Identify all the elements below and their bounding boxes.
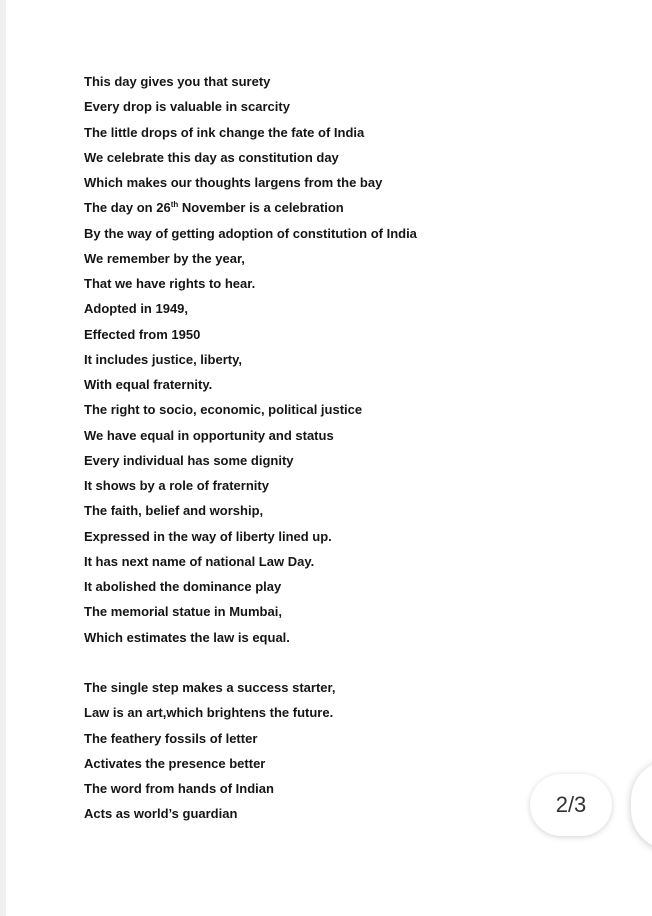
- poem-line: Acts as world’s guardian: [84, 806, 238, 822]
- poem-line: The faith, belief and worship,: [84, 503, 264, 519]
- poem-line: Expressed in the way of liberty lined up.: [84, 528, 332, 544]
- poem-line: We celebrate this day as constitution day: [84, 149, 339, 165]
- poem-line: By the way of getting adoption of constitution of India: [84, 225, 417, 241]
- page-indicator-text: 2/3: [555, 792, 587, 817]
- poem-line: The little drops of ink change the fate of India: [84, 124, 365, 140]
- poem-line-text: November is a celebration: [178, 200, 344, 216]
- poem-line: Law is an art,which brightens the future.: [84, 705, 334, 721]
- poem-line: Every drop is valuable in scarcity: [84, 99, 290, 115]
- page-indicator[interactable]: [530, 774, 612, 836]
- poem-line: The word from hands of Indian: [84, 781, 274, 796]
- poem-line: The memorial statue in Mumbai,: [84, 604, 282, 620]
- poem-text: [84, 69, 417, 827]
- poem-line: This day gives you that surety: [84, 74, 271, 89]
- poem-line: Every individual has some dignity: [84, 452, 294, 468]
- poem-line: Which estimates the law is equal.: [84, 629, 290, 645]
- poem-line: We remember by the year,: [84, 250, 245, 266]
- poem-line: Which makes our thoughts largens from the bay: [84, 175, 383, 190]
- poem-line: We have equal in opportunity and status: [84, 427, 334, 443]
- poem-line: Activates the presence better: [84, 755, 266, 771]
- poem-line: Adopted in 1949,: [84, 301, 189, 317]
- poem-line: That we have rights to hear.: [84, 276, 256, 291]
- poem-line: Effected from 1950: [84, 326, 201, 342]
- poem-line: It shows by a role of fraternity: [84, 478, 269, 493]
- poem-line: It includes justice, liberty,: [84, 351, 242, 367]
- poem-line-text: The day on 26: [84, 200, 171, 216]
- poem-line: The single step makes a success starter,: [84, 680, 336, 695]
- stanza-break: [84, 650, 417, 675]
- poem-line: The feathery fossils of letter: [84, 730, 258, 746]
- poem-line: With equal fraternity.: [84, 377, 213, 392]
- poem-line: [84, 195, 417, 220]
- ordinal-suffix: th: [170, 200, 179, 210]
- poem-line: It has next name of national Law Day.: [84, 553, 315, 569]
- poem-line: The right to socio, economic, political justice: [84, 402, 363, 418]
- poem-line: It abolished the dominance play: [84, 579, 282, 594]
